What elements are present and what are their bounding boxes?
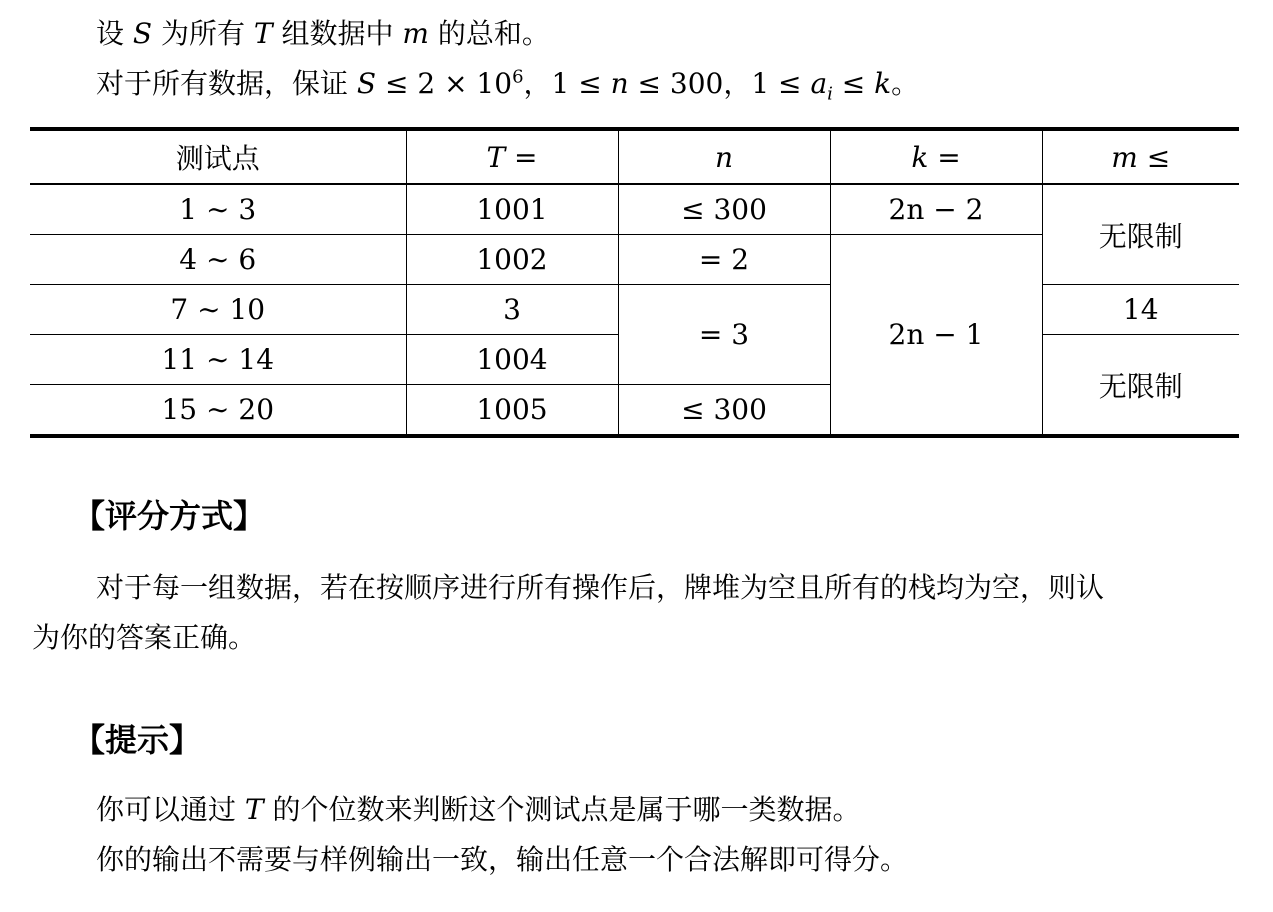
intro-text: 对于所有数据，保证: [96, 67, 357, 100]
math-var-n: n: [610, 67, 629, 100]
math-var-S: S: [356, 67, 377, 100]
cell-T: 1002: [406, 235, 618, 285]
cell-testpoint: 15 ∼ 20: [30, 385, 406, 437]
math-var-m: m: [402, 17, 429, 50]
cell-m: 无限制: [1042, 335, 1239, 437]
cell-n: = 2: [618, 235, 830, 285]
cell-m: 14: [1042, 285, 1239, 335]
math-var-T: T: [253, 17, 273, 50]
cell-T: 1004: [406, 335, 618, 385]
header-n: n: [618, 129, 830, 184]
table-row: [30, 184, 1239, 235]
hint-title: 【提示】: [73, 721, 202, 759]
intro-text: 的总和。: [428, 17, 550, 50]
scoring-text-line-2: 为你的答案正确。: [32, 621, 257, 654]
table-header-row: [30, 129, 1239, 184]
hint-text: 你可以通过: [96, 793, 245, 826]
constraint-text: ≤: [832, 67, 875, 100]
intro-text: 为所有: [152, 17, 254, 50]
cell-testpoint: 4 ∼ 6: [30, 235, 406, 285]
cell-T: 1001: [406, 184, 618, 235]
math-var-T: T: [244, 793, 264, 826]
cell-m: 无限制: [1042, 184, 1239, 285]
constraint-text: ≤ 2 × 10: [376, 67, 513, 100]
intro-line-1: [96, 16, 550, 52]
table-row: [30, 285, 1239, 335]
header-m: m ≤: [1042, 129, 1239, 184]
hint-line-2: 你的输出不需要与样例输出一致，输出任意一个合法解即可得分。: [96, 843, 909, 876]
cell-n: = 3: [618, 285, 830, 385]
math-var-S: S: [132, 17, 153, 50]
intro-text: 组数据中: [272, 17, 403, 50]
header-T: T =: [406, 129, 618, 184]
cell-k: 2n − 1: [830, 235, 1042, 437]
constraint-text: ，1 ≤: [523, 67, 611, 100]
cell-k: 2n − 2: [830, 184, 1042, 235]
exponent: 6: [512, 66, 524, 88]
intro-text: 。: [891, 67, 920, 100]
scoring-text-line-1: 对于每一组数据，若在按顺序进行所有操作后，牌堆为空且所有的栈均为空，则认: [96, 571, 1105, 604]
cell-testpoint: 7 ∼ 10: [30, 285, 406, 335]
constraint-text: ≤ 300，1 ≤: [628, 67, 811, 100]
cell-n: ≤ 300: [618, 385, 830, 437]
scoring-title: 【评分方式】: [73, 497, 266, 535]
cell-testpoint: 1 ∼ 3: [30, 184, 406, 235]
cell-T: 1005: [406, 385, 618, 437]
intro-line-2: [96, 66, 920, 105]
hint-text: 的个位数来判断这个测试点是属于哪一类数据。: [263, 793, 861, 826]
header-testpoint: 测试点: [30, 129, 406, 184]
intro-text: 设: [96, 17, 133, 50]
cell-n: ≤ 300: [618, 184, 830, 235]
math-var-a: a: [810, 67, 828, 100]
math-var-k: k: [874, 67, 892, 100]
header-k: k =: [830, 129, 1042, 184]
cell-testpoint: 11 ∼ 14: [30, 335, 406, 385]
cell-T: 3: [406, 285, 618, 335]
subscript-i: i: [827, 83, 833, 105]
hint-line-1: [96, 792, 861, 828]
testcase-table: [30, 127, 1239, 438]
